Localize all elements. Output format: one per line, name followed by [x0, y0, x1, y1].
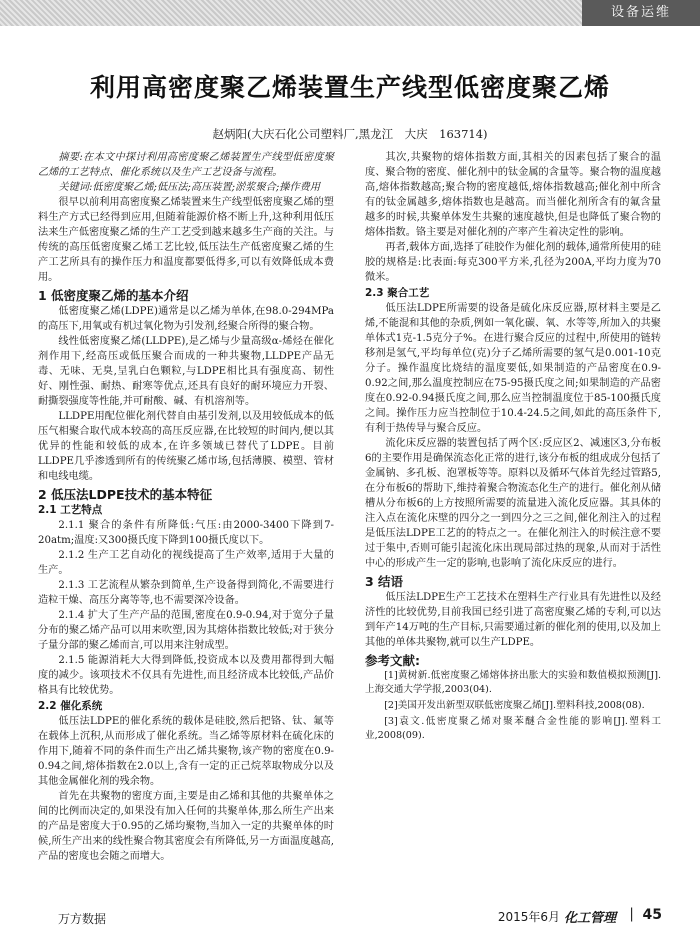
paragraph: 流化床反应器的装置包括了两个区:反应区2、减速区3,分布板6的主要作用是确保流态化正常的进行,该分布板的组成成分包括了金属钠、多孔板、泡罩板等等。原料以及循环气体首先经过管路5,在分布板6的帮助下,维持着聚合物流态化生产的进行。催化剂从储槽从分布板6的上方按照所需要的流量进入流化反应器。其具体的注入点在流化床壁的四分之一到四分之三之间,催化剂注入的过程是低压法LDPE工艺的的特点之一。在催化剂注入的时候注意不要过于集中,否则可能引起流化床出现局部过热的现象,从而对于活性中心的形成产生一定的影响,也影响了流化床反应的进行。 — [365, 438, 661, 569]
reference-list — [365, 669, 661, 743]
paragraph: 低压法LDPE所需要的设备是硫化床反应器,原材料主要是乙烯,不能混和其他的杂质,例如一氧化碳、氧、水等等,所加入的共聚单体式1克-1.5克分子%。在进行聚合反应的过程中,所使用的链转移剂是氢气,平均每单位(克)分子乙烯所需要的氢气是0.001-10克分子。操作温度比烧结的温度要低,如果制造的产品密度在0.9-0.92之间,那么温度控制应在75-95摄氏度之间;如果制造的产品密度在0.92-0.94摄氏度之间,那么应当控制温度位于85-100摄氏度之间。操作压力应当控制位于10.4-24.5之间,如此的高压条件下,有利于热传导与聚合反应。 — [365, 303, 661, 434]
footer-separator: | — [629, 906, 634, 922]
paragraph: 2.1.1 聚合的条件有所降低:气压:由2000-3400下降到7-20atm;温度:又300摄氏度下降到100摄氏度以下。 — [38, 520, 334, 546]
source-watermark: 万方数据 — [58, 912, 107, 926]
subsection-heading: 2.2 催化系统 — [38, 700, 103, 712]
paragraph: 2.1.3 工艺流程从繁杂到简单,生产设备得到简化,不需要进行造粒干燥、高压分离等等,也不需要深冷设备。 — [38, 580, 334, 606]
subsection-heading: 2.1 工艺特点 — [38, 504, 103, 516]
references-heading: 参考文献: — [365, 653, 420, 668]
abstract: 摘要:在本文中探讨利用高密度聚乙烯装置生产线型低密度聚乙烯的工艺特点、催化系统以及生产工艺设备与流程。 — [38, 152, 334, 178]
reference-item: [3]袁文.低密度聚乙烯对聚苯醚合金性能的影响[J].塑料工业,2008(09). — [365, 716, 661, 741]
paragraph: 低压法LDPE的催化系统的载体是硅胶,然后把铬、钛、氟等在载体上沉积,从而形成了催化系统。当乙烯等原材料在硫化床的作用下,随着不同的条件而生产出乙烯共聚物,该产物的密度在0.9-0.94之间,熔体指数在2.0以上,含有一定的正己烷萃取物成分以及其他金属催化剂的残余物。 — [38, 716, 334, 787]
reference-item: [2]美国开发出新型双联低密度聚乙烯[J].塑料科技,2008(08). — [384, 700, 645, 711]
issue-date: 2015年6月 — [497, 910, 560, 924]
paragraph: LLDPE用配位催化剂代替自由基引发剂,以及用较低成本的低压气相聚合取代成本较高的高压反应器,在比较短的时间内,便以其优异的性能和较低的成本,在许多领域已替代了LDPE。目前LLDPE几乎渗透到所有的传统聚乙烯市场,包括薄膜、模塑、管材和电线电缆。 — [38, 411, 334, 482]
paragraph: 2.1.5 能源消耗大大得到降低,投资成本以及费用都得到大幅度的减少。该项技术不仅具有先进性,而且经济成本比较低,产品价格具有比较优势。 — [38, 655, 334, 696]
intro-paragraph: 很早以前利用高密度聚乙烯装置来生产线型低密度聚乙烯的塑料生产方式已经得到应用,但随着能源价格不断上升,这种利用低压法来生产低密度聚乙烯的生产工艺受到越来越多生产商的关注。与传统的高压低密度聚乙烯工艺比较,低压法生产低密度聚乙烯的生产工艺所具有的操作压力和温度都要低得多,可以有效降低成本费用。 — [38, 197, 334, 283]
section-heading: 3 结语 — [365, 574, 404, 589]
section-header-bar — [0, 0, 700, 26]
left-column — [38, 150, 334, 864]
paragraph: 2.1.2 生产工艺自动化的视线提高了生产效率,适用于大量的生产。 — [38, 550, 334, 576]
paragraph: 再者,载体方面,选择了硅胶作为催化剂的载体,通常所使用的硅胶的规格是:比表面:每克300平方米,孔径为200A,平均力度为70微米。 — [365, 242, 661, 283]
section-heading: 1 低密度聚乙烯的基本介绍 — [38, 288, 189, 303]
paragraph: 首先在共聚物的密度方面,主要是由乙烯和其他的共聚单体之间的比例而决定的,如果没有加入任何的共聚单体,那么所生产出来的产品是密度大于0.95的乙烯均聚物,当加入一定的共聚单体的时候,所生产出来的线性聚合物其密度会有所降低,另一方面温度越高,产品的密度也会随之而增大。 — [38, 791, 334, 862]
author-line: 赵炳阳(大庆石化公司塑料厂,黑龙江 大庆 163714) — [212, 127, 488, 141]
keywords: 关键词:低密度聚乙烯;低压法;高压装置;淤浆聚合;操作费用 — [58, 182, 321, 193]
paragraph: 低压法LDPE生产工艺技术在塑料生产行业具有先进性以及经济性的比较优势,目前我国已经引进了高密度聚乙烯的专利,可以达到年产14万吨的生产目标,只需要通过新的催化剂的使用,以及加上其他的单体共聚物,就可以生产LDPE。 — [365, 592, 661, 648]
section-heading: 2 低压法LDPE技术的基本特征 — [38, 487, 213, 502]
right-column — [365, 150, 661, 745]
paragraph: 2.1.4 扩大了生产产品的范围,密度在0.9-0.94,对于宽分子量分布的聚乙烯产品可以用来吹塑,因为其熔体指数比较低;对于狭分子量分部的聚乙烯而言,可以用来注射成型。 — [38, 610, 334, 651]
article-title: 利用高密度聚乙烯装置生产线型低密度聚乙烯 — [89, 73, 610, 102]
reference-item: [1]黄树新.低密度聚乙烯熔体挤出胀大的实验和数值模拟预测[J].上海交通大学学报,2003(04). — [365, 670, 661, 695]
page-footer — [0, 900, 700, 940]
subsection-heading: 2.3 聚合工艺 — [365, 287, 430, 299]
journal-name: 化工管理 — [563, 911, 616, 926]
paragraph: 低密度聚乙烯(LDPE)通常是以乙烯为单体,在98.0-294MPa的高压下,用氧或有机过氧化物为引发剂,经聚合所得的聚合物。 — [38, 306, 334, 332]
section-tag: 设备运维 — [582, 0, 700, 26]
paragraph: 其次,共聚物的熔体指数方面,其相关的因素包括了聚合的温度、聚合物的密度、催化剂中的钛金属的含量等。聚合物的温度越高,熔体指数越高;聚合物的密度越低,熔体指数越高;催化剂中所含有的钛金属越多,熔体指数也是越高。而当催化剂所含有的氟含量越多的时候,共聚单体发生共聚的速度越快,但是也降低了聚合物的熔体指数。铬主要是对催化剂的产率产生着决定性的影响。 — [365, 152, 661, 238]
page-number: 45 — [642, 907, 662, 923]
paragraph: 线性低密度聚乙烯(LLDPE),是乙烯与少量高级α-烯烃在催化剂作用下,经高压或低压聚合而成的一种共聚物,LLDPE产品无毒、无味、无臭,呈乳白色颗粒,与LDPE相比具有强度高、韧性好、刚性强、耐热、耐寒等优点,还具有良好的耐环境应力开裂、耐撕裂强度等性能,并可耐酸、碱、有机溶剂等。 — [38, 336, 334, 407]
